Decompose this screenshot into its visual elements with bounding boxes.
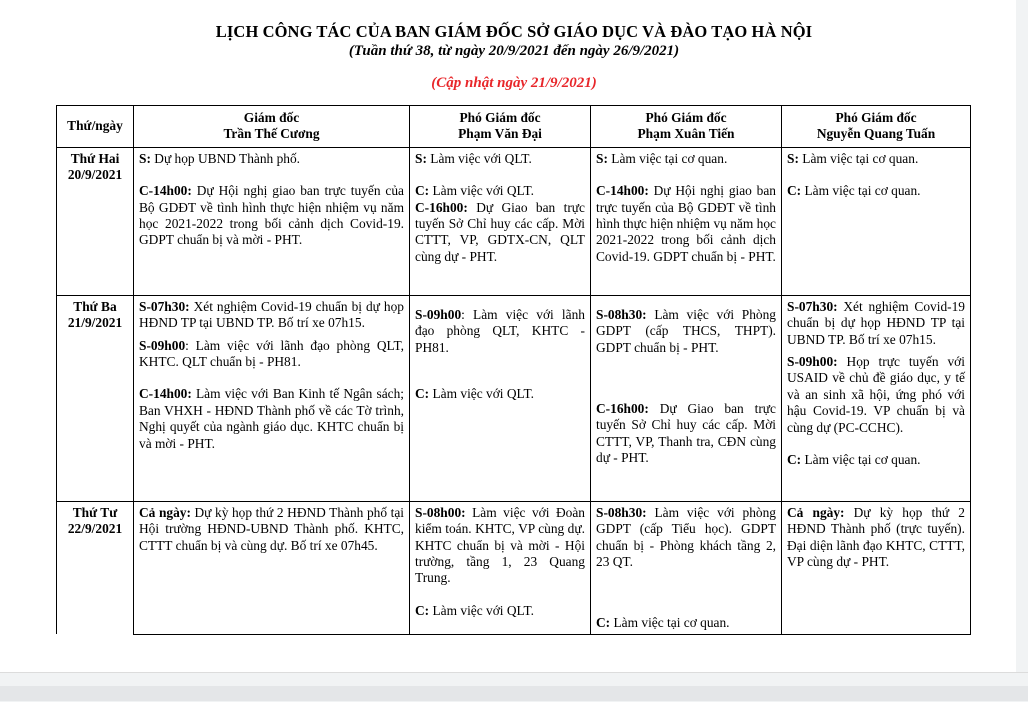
table-row — [57, 501, 971, 634]
column-person: Phạm Văn Đại — [458, 126, 542, 142]
column-header-director — [134, 106, 410, 148]
day-name: Thứ Tư — [72, 504, 118, 520]
schedule-entry: C-14h00: Dự Hội nghị giao ban trực tuyến của Bộ GDĐT về tình hình thực hiện nhiệm vụ năm học 2021-2022 trong bối cảnh dịch Covid-19. GDPT chuẩn bị - PHT. — [596, 183, 776, 264]
day-date: 20/9/2021 — [67, 167, 123, 183]
column-person: Trần Thế Cương — [223, 126, 320, 142]
schedule-cell — [782, 295, 971, 501]
column-role: Giám đốc — [243, 110, 300, 125]
viewer-right-margin — [1016, 0, 1028, 701]
day-name: Thứ Ba — [73, 298, 117, 314]
document-header — [0, 22, 1028, 93]
schedule-cell — [410, 295, 591, 501]
schedule-entry: S-08h30: Làm việc với phòng GDPT (cấp Tiểu học). GDPT chuẩn bị - Phòng khách tầng 2, 23 QT. — [596, 504, 776, 570]
column-header-day: Thứ/ngày — [57, 106, 134, 148]
day-date: 21/9/2021 — [67, 315, 123, 331]
day-name: Thứ Hai — [70, 150, 120, 166]
schedule-cell — [134, 295, 410, 501]
schedule-entry: S-07h30: Xét nghiệm Covid-19 chuẩn bị dự họp HĐND TP tại UBND TP. Bố trí xe 07h15. — [787, 298, 965, 347]
column-header-deputy-1 — [410, 106, 591, 148]
schedule-cell — [782, 147, 971, 295]
column-header-deputy-3 — [782, 106, 971, 148]
schedule-entry: C: Làm việc với QLT. — [415, 386, 535, 402]
column-role: Phó Giám đốc — [645, 110, 727, 125]
column-role: Phó Giám đốc — [835, 110, 917, 125]
schedule-entry: C-16h00: Dự Giao ban trực tuyến Sở Chỉ huy các cấp. Mời CTTT, VP, GDTX-CN, QLT cùng dự - PHT. — [415, 199, 585, 264]
schedule-table — [56, 105, 971, 635]
schedule-entry: Cả ngày: Dự kỳ họp thứ 2 HĐND Thành phố tại Hội trường HĐND-UBND Thành phố. KHTC, CTTT chuẩn bị và cùng dự. Bố trí xe 07h45. — [139, 504, 404, 553]
day-cell — [57, 501, 134, 634]
schedule-entry: C: Làm việc với QLT. — [415, 602, 535, 618]
schedule-entry: S-08h00: Làm việc với Đoàn kiểm toán. KHTC, VP cùng dự. KHTC chuẩn bị và mời - Hội trường, tầng 1, 23 Quang Trung. — [415, 504, 585, 586]
page-subtitle: (Tuần thứ 38, từ ngày 20/9/2021 đến ngày 26/9/2021) — [348, 43, 680, 59]
page-title: LỊCH CÔNG TÁC CỦA BAN GIÁM ĐỐC SỞ GIÁO DỤC VÀ ĐÀO TẠO HÀ NỘI — [215, 22, 813, 41]
schedule-entry: S-09h00: Làm việc với lãnh đạo phòng QLT, KHTC - PH81. — [415, 306, 585, 355]
schedule-entry: C: Làm việc tại cơ quan. — [596, 615, 730, 631]
day-cell — [57, 147, 134, 295]
column-header-deputy-2 — [591, 106, 782, 148]
schedule-cell — [782, 501, 971, 634]
schedule-cell — [410, 501, 591, 634]
schedule-entry: S: Làm việc tại cơ quan. — [596, 150, 728, 166]
update-note: (Cập nhật ngày 21/9/2021) — [431, 75, 597, 91]
schedule-entry: Cả ngày: Dự kỳ họp thứ 2 HĐND Thành phố (trực tuyến). Đại diện lãnh đạo KHTC, CTTT, VP cùng dự - PHT. — [787, 504, 965, 570]
schedule-entry: S: Dự họp UBND Thành phố. — [139, 150, 301, 166]
schedule-cell — [591, 295, 782, 501]
schedule-entry: S-07h30: Xét nghiệm Covid-19 chuẩn bị dự họp HĐND TP tại UBND TP. Bố trí xe 07h15. — [139, 298, 404, 331]
viewer-scroll-track[interactable] — [0, 686, 1028, 701]
schedule-entry: C: Làm việc với QLT. — [415, 183, 535, 199]
schedule-cell — [591, 501, 782, 634]
schedule-entry: S: Làm việc tại cơ quan. — [787, 150, 919, 166]
schedule-entry: S: Làm việc với QLT. — [415, 150, 532, 166]
schedule-cell — [134, 501, 410, 634]
day-date: 22/9/2021 — [67, 521, 123, 537]
column-person: Phạm Xuân Tiến — [637, 126, 735, 142]
table-row — [57, 147, 971, 295]
schedule-entry: S-08h30: Làm việc với Phòng GDPT (cấp THCS, THPT). GDPT chuẩn bị - PHT. — [596, 306, 776, 355]
schedule-cell — [134, 147, 410, 295]
schedule-entry: C-14h00: Dự Hội nghị giao ban trực tuyến của Bộ GDĐT về tình hình thực hiện nhiệm vụ năm học 2021-2022 trong bối cảnh dịch Covid-19. GDPT chuẩn bị và mời - PHT. — [139, 183, 404, 248]
schedule-cell — [591, 147, 782, 295]
table-header-row — [57, 106, 971, 148]
column-person: Nguyễn Quang Tuấn — [816, 126, 936, 142]
schedule-entry: C: Làm việc tại cơ quan. — [787, 452, 921, 468]
schedule-entry: C: Làm việc tại cơ quan. — [787, 183, 921, 199]
schedule-entry: C-16h00: Dự Giao ban trực tuyến Sở Chỉ huy các cấp. Mời CTTT, VP, Thanh tra, CĐN cùng dự - PHT. — [596, 401, 776, 466]
schedule-entry: C-14h00: Làm việc với Ban Kinh tế Ngân sách; Ban VHXH - HĐND Thành phố về các Tờ trình, Nghị quyết của ngành giáo dục. KHTC chuẩn bị và mời - PHT. — [139, 386, 404, 451]
day-cell — [57, 295, 134, 501]
column-role: Phó Giám đốc — [459, 110, 541, 125]
schedule-entry: S-09h00: Làm việc với lãnh đạo phòng QLT, KHTC. QLT chuẩn bị - PH81. — [139, 337, 404, 370]
schedule-entry: S-09h00: Họp trực tuyến với USAID về chủ đề giáo dục, y tế và an sinh xã hội, ứng phó với hậu Covid-19. VP chuẩn bị và cùng dự (PC-CCHC). — [787, 354, 965, 435]
schedule-cell — [410, 147, 591, 295]
table-row — [57, 295, 971, 501]
